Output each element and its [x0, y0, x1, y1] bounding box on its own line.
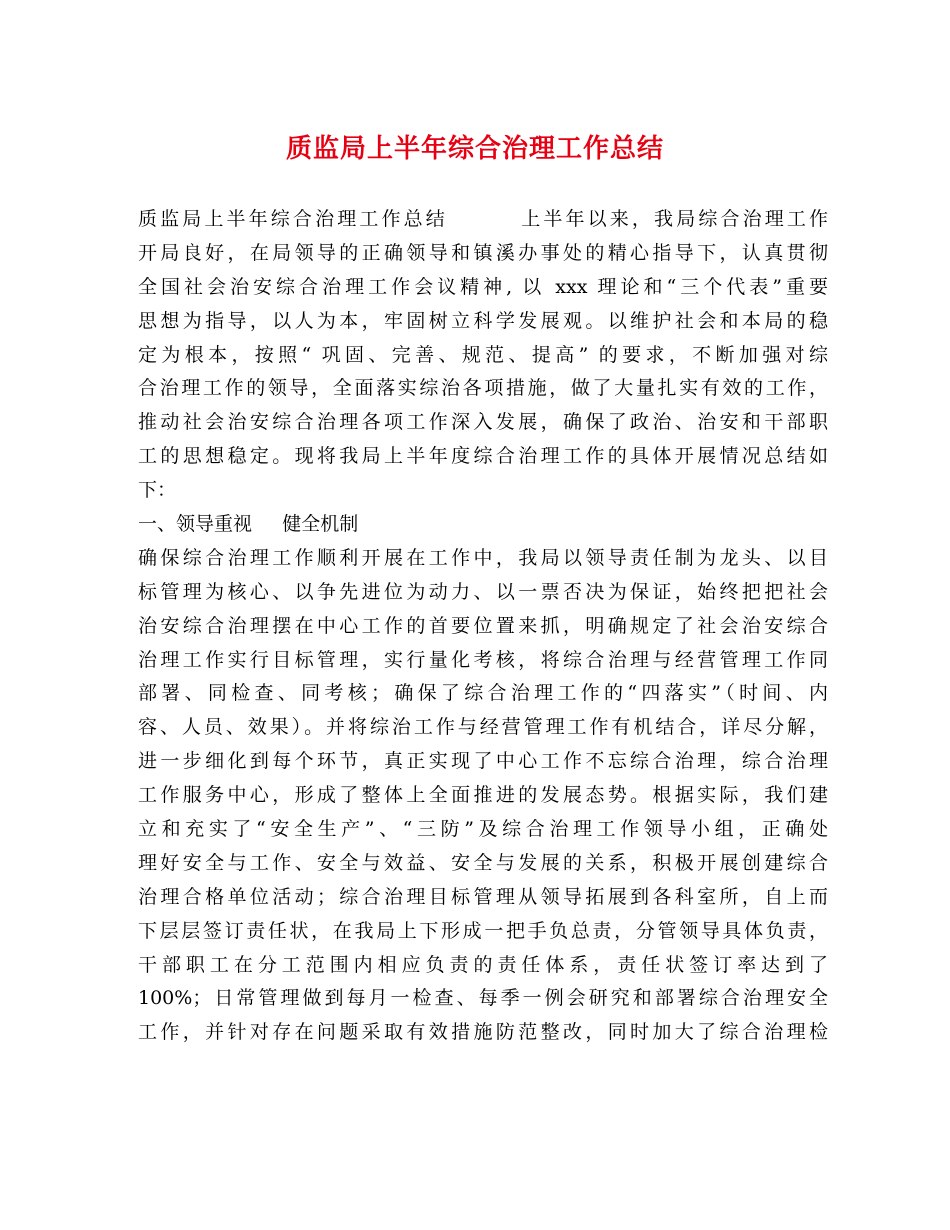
paragraph-line: 立和充实了“安全生产”、“三防”及综合治理工作领导小组，正确处 [138, 818, 828, 841]
paragraph-line: 下层层签订责任状，在我局上下形成一把手负总责，分管领导具体负责， [138, 919, 828, 942]
section-heading: 一、领导重视 健全机制 [138, 513, 359, 536]
paragraph-line: 干部职工在分工范围内相应负责的责任体系，责任状签订率达到了 [138, 953, 828, 976]
paragraph-line: 工的思想稳定。现将我局上半年度综合治理工作的具体开展情况总结如 [138, 445, 828, 468]
paragraph-line: 思想为指导，以人为本，牢固树立科学发展观。以维护社会和本局的稳 [138, 309, 828, 332]
document-body [138, 203, 828, 1050]
paragraph-line: 容、人员、效果）。并将综治工作与经营管理工作有机结合，详尽分解， [138, 716, 828, 739]
paragraph-line: 工作服务中心，形成了整体上全面推进的发展态势。根据实际，我们建 [138, 784, 828, 807]
paragraph-line: 治安综合治理摆在中心工作的首要位置来抓，明确规定了社会治安综合 [138, 614, 828, 637]
paragraph-line: 标管理为核心、以争先进位为动力、以一票否决为保证，始终把把社会 [138, 580, 828, 603]
paragraph-line: 推动社会治安综合治理各项工作深入发展，确保了政治、治安和干部职 [138, 411, 828, 434]
paragraph-line: 定为根本，按照“ 巩固、完善、规范、提高” 的要求，不断加强对综 [138, 343, 828, 366]
paragraph-line: 进一步细化到每个环节，真正实现了中心工作不忘综合治理，综合治理 [138, 750, 828, 773]
paragraph-line: 下： [138, 479, 177, 502]
paragraph-line: 开局良好，在局领导的正确领导和镇溪办事处的精心指导下，认真贯彻 [138, 241, 828, 264]
paragraph-line: 确保综合治理工作顺利开展在工作中，我局以领导责任制为龙头、以目 [138, 546, 828, 569]
document-title: 质监局上半年综合治理工作总结 [285, 134, 664, 164]
paragraph-line: 全国社会治安综合治理工作会议精神, 以 xxx 理论和“三个代表”重要 [138, 275, 828, 298]
paragraph-line: 理好安全与工作、安全与效益、安全与发展的关系，积极开展创建综合 [138, 851, 828, 874]
paragraph-line: 部署、同检查、同考核；确保了综合治理工作的“四落实”（时间、内 [138, 682, 828, 705]
paragraph-line: 质监局上半年综合治理工作总结 上半年以来，我局综合治理工作 [138, 208, 828, 230]
paragraph-line: 治理合格单位活动；综合治理目标管理从领导拓展到各科室所，自上而 [138, 885, 828, 908]
paragraph-line: 合治理工作的领导，全面落实综治各项措施，做了大量扎实有效的工作， [138, 377, 828, 400]
paragraph-line: 治理工作实行目标管理，实行量化考核，将综合治理与经营管理工作同 [138, 648, 828, 671]
paragraph-line: 工作，并针对存在问题采取有效措施防范整改，同时加大了综合治理检 [138, 1021, 828, 1044]
paragraph-line: 100%；日常管理做到每月一检查、每季一例会研究和部署综合治理安全 [138, 987, 828, 1010]
